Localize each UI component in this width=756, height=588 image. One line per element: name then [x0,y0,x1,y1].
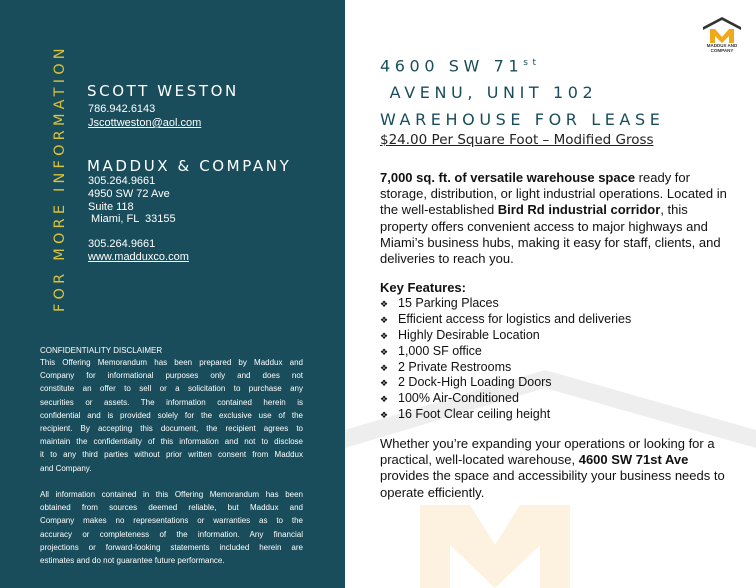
logo-text: MADDUX AND COMPANY [706,43,738,53]
company-address-line2: Suite 118 [88,201,134,213]
disclaimer-line: securities or assets. The information contained herein is [40,397,303,407]
diamond-bullet-icon: ❖ [380,299,389,309]
feature-label: 2 Private Restrooms [398,359,512,374]
maddux-logo-icon [701,15,743,45]
intro-paragraph [380,170,736,267]
disclaimer-line: it to any third parties without prior written consent from Maddux [40,450,303,460]
company-phone-2: 305.264.9661 [88,238,156,250]
intro-bold-corridor: Bird Rd industrial corridor [497,202,661,218]
list-item [380,296,631,312]
headline-superscript: st [523,58,541,68]
closing-text-2: provides the space and accessibility your business needs to operate efficiently. [380,468,725,500]
disclaimer-line: projections or forward-looking statements included herein are [40,542,303,552]
feature-label: 2 Dock-High Loading Doors [398,375,552,390]
diamond-bullet-icon: ❖ [380,314,389,325]
disclaimer-line: This Offering Memorandum has been prepared by Maddux and [40,358,303,367]
disclaimer-paragraph-2 [40,488,303,567]
feature-label: 1,000 SF office [398,343,482,358]
headline-line-1 [380,50,756,106]
company-phone: 305.264.9661 [88,175,156,187]
feature-label: Efficient access for logistics and deliveries [398,311,632,326]
contact-panel [0,0,345,588]
diamond-bullet-icon: ❖ [380,378,389,389]
disclaimer-line: All information contained in this Offering Memorandum has been [40,490,303,499]
disclaimer-line: and Company. [40,463,92,473]
vertical-title: FOR MORE INFORMATION [52,44,68,312]
company-name: MADDUX & COMPANY [87,157,292,175]
disclaimer-line: confidential and is provided solely for the exclusive use of the [40,410,303,420]
closing-paragraph [380,436,736,501]
disclaimer-line: estimates and do not guarantee future performance. [40,556,225,566]
company-address-line3: Miami, FL 33155 [88,213,176,225]
contact-email-link[interactable]: Jscottweston@aol.com [88,117,202,129]
list-item [380,375,631,391]
company-address-line1: 4950 SW 72 Ave [88,188,170,200]
contact-name: SCOTT WESTON [87,82,239,100]
closing-text-1: Whether you’re expanding your operations or looking for a practical, well-located warehouse, [380,436,715,468]
list-item [380,360,631,376]
feature-label: Highly Desirable Location [398,327,540,342]
disclaimer-line: obtained from sources deemed reliable, but Maddux and [40,503,303,513]
disclaimer-line: accuracy or completeness of the information. Any financial [40,529,303,539]
disclaimer-line: Company makes no representations or warranties as to the [40,516,303,526]
list-item [380,344,631,360]
diamond-bullet-icon: ❖ [380,362,389,373]
price-line: $24.00 Per Square Foot – Modified Gross [380,132,654,148]
company-website-link[interactable]: www.madduxco.com [88,251,189,263]
feature-label: 16 Foot Clear ceiling height [398,407,551,422]
disclaimer-title: CONFIDENTIALITY DISCLAIMER [40,346,163,355]
feature-label: 100% Air-Conditioned [398,391,519,406]
contact-phone: 786.942.6143 [88,103,156,115]
key-features-title: Key Features: [380,280,466,295]
headline-unit: AVENU, UNIT 102 [380,83,598,103]
disclaimer-line: constitute an offer to sell or a solicitation to purchase any [40,384,303,394]
list-item [380,407,631,423]
intro-bold-size: 7,000 sq. ft. of versatile warehouse space [380,170,636,185]
intro-text-2: , this property offers convenient access to major highways and Miami’s business hubs, making it easy for staff, clients, and deliveries to reach you. [380,202,721,267]
intro-text-1: ready for storage, distribution, or light industrial operations. Located in the well-established [380,170,727,218]
diamond-bullet-icon: ❖ [380,346,389,357]
diamond-bullet-icon: ❖ [380,330,389,341]
diamond-bullet-icon: ❖ [380,410,389,421]
list-item [380,312,631,328]
list-item [380,328,631,344]
headline-address: 4600 SW 71 [380,56,524,76]
disclaimer-line: maintain the confidentiality of this information and not to disclose [40,437,303,447]
key-features-list [380,296,631,423]
list-item [380,391,631,407]
feature-label: 15 Parking Places [398,296,499,310]
closing-bold-address: 4600 SW 71st Ave [578,452,689,468]
listing-headline [380,50,756,133]
disclaimer-paragraph-1 [40,356,303,475]
headline-line-2: WAREHOUSE FOR LEASE [380,110,665,130]
disclaimer-line: Company for informational purposes only and does not [40,371,303,381]
disclaimer-line: recipient. By accepting this document, the recipient agrees to [40,424,303,434]
diamond-bullet-icon: ❖ [380,394,389,405]
